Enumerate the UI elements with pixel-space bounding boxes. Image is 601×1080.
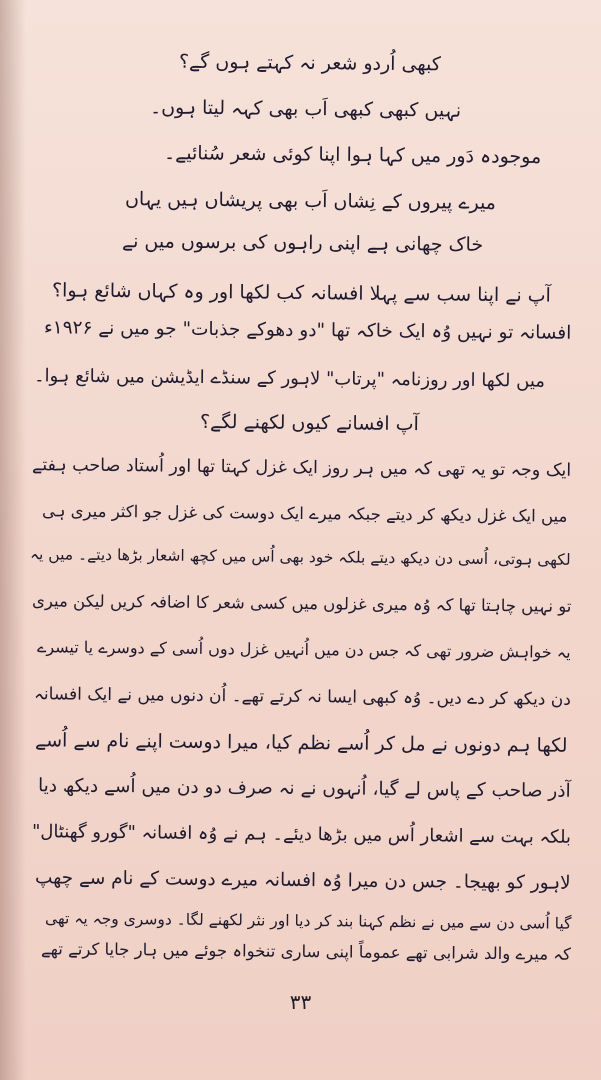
text-line: افسانہ تو نہیں وُہ ایک خاکہ تھا "دو دھوکے جذبات" جو میں نے ۱۹۲۶ء	[43, 317, 572, 344]
binding-shadow	[0, 0, 26, 1080]
text-line: موجودہ دَور میں کہا ہوا اپنا کوئی شعر سُنائیے۔	[163, 142, 542, 168]
text-line: لکھا ہم دونوں نے مل کر اُسے نظم کیا، میرا دوست اپنے نام سے اُسے	[34, 729, 568, 757]
text-line: بلکہ بہت سے اشعار اُس میں بڑھا دیئے۔ ہم نے وُہ افسانہ "گورو گھنٹال"	[31, 821, 572, 848]
text-line: دن دیکھ کر دے دیں۔ وُہ کبھی ایسا نہ کرتے تھے۔ اُن دنوں میں نے ایک افسانہ	[33, 684, 572, 710]
page-number: ۳۳	[289, 990, 312, 1014]
text-line: ایک وجہ تو یہ تھی کہ میں ہر روز ایک غزل کہتا تھا اور اُستاد صاحب ہفتے	[31, 455, 572, 481]
text-line: تو نہیں چاہتا تھا کہ وُہ میری غزلوں میں کسی شعر کا اضافہ کریں لیکن میری	[31, 591, 572, 616]
text-line: گیا اُسی دن سے میں نے نظم کہنا بند کر دیا اور نثر لکھنے لگا۔ دوسری وجہ یہ تھی	[44, 909, 572, 933]
text-line: آپ افسانے کیوں لکھنے لگے؟	[200, 410, 420, 436]
text-line: کبھی اُردو شعر نہ کہتے ہوں گے؟	[178, 50, 442, 76]
verse-line: خاک چھانی ہے اپنی راہوں کی برسوں میں نے	[121, 230, 484, 256]
text-line: میں لکھا اور روزنامہ "پرتاب" لاہور کے سنڈے ایڈیشن میں شائع ہوا۔	[33, 365, 546, 392]
text-line: کہ میرے والد شرابی تھے عموماً اپنی ساری تنخواہ جوئے میں ہار جایا کرتے تھے	[41, 939, 572, 964]
verse-line: میرے پیروں کے نِشاں اَب بھی پریشاں ہیں یہاں	[124, 188, 497, 214]
text-line: لاہور کو بھیجا۔ جس دن میرا وُہ افسانہ میرے دوست کے نام سے چھپ	[35, 867, 572, 894]
text-line: یہ خواہش ضرور تھی کہ جس دن میں اُنہیں غزل دوں اُسی کے دوسرے یا تیسرے	[37, 637, 572, 662]
text-line: نہیں کبھی کبھی اَب بھی کہہ لیتا ہوں۔	[149, 96, 462, 122]
text-line: آپ نے اپنا سب سے پہلا افسانہ کب لکھا اور وہ کہاں شائع ہوا؟	[51, 279, 552, 307]
text-line: میں ایک غزل دیکھ کر دیتے جبکہ میرے ایک دوست کی غزل جو اکثر میری ہی	[41, 501, 568, 526]
text-line: لکھی ہوتی، اُسی دن دیکھ دیتے بلکہ خود بھی اُس میں کچھ اشعار بڑھا دیتے۔ میں یہ	[30, 545, 572, 569]
text-line: آذر صاحب کے پاس لے گیا، اُنہوں نے نہ صرف دو دن میں اُسے دیکھ دیا	[38, 775, 572, 802]
